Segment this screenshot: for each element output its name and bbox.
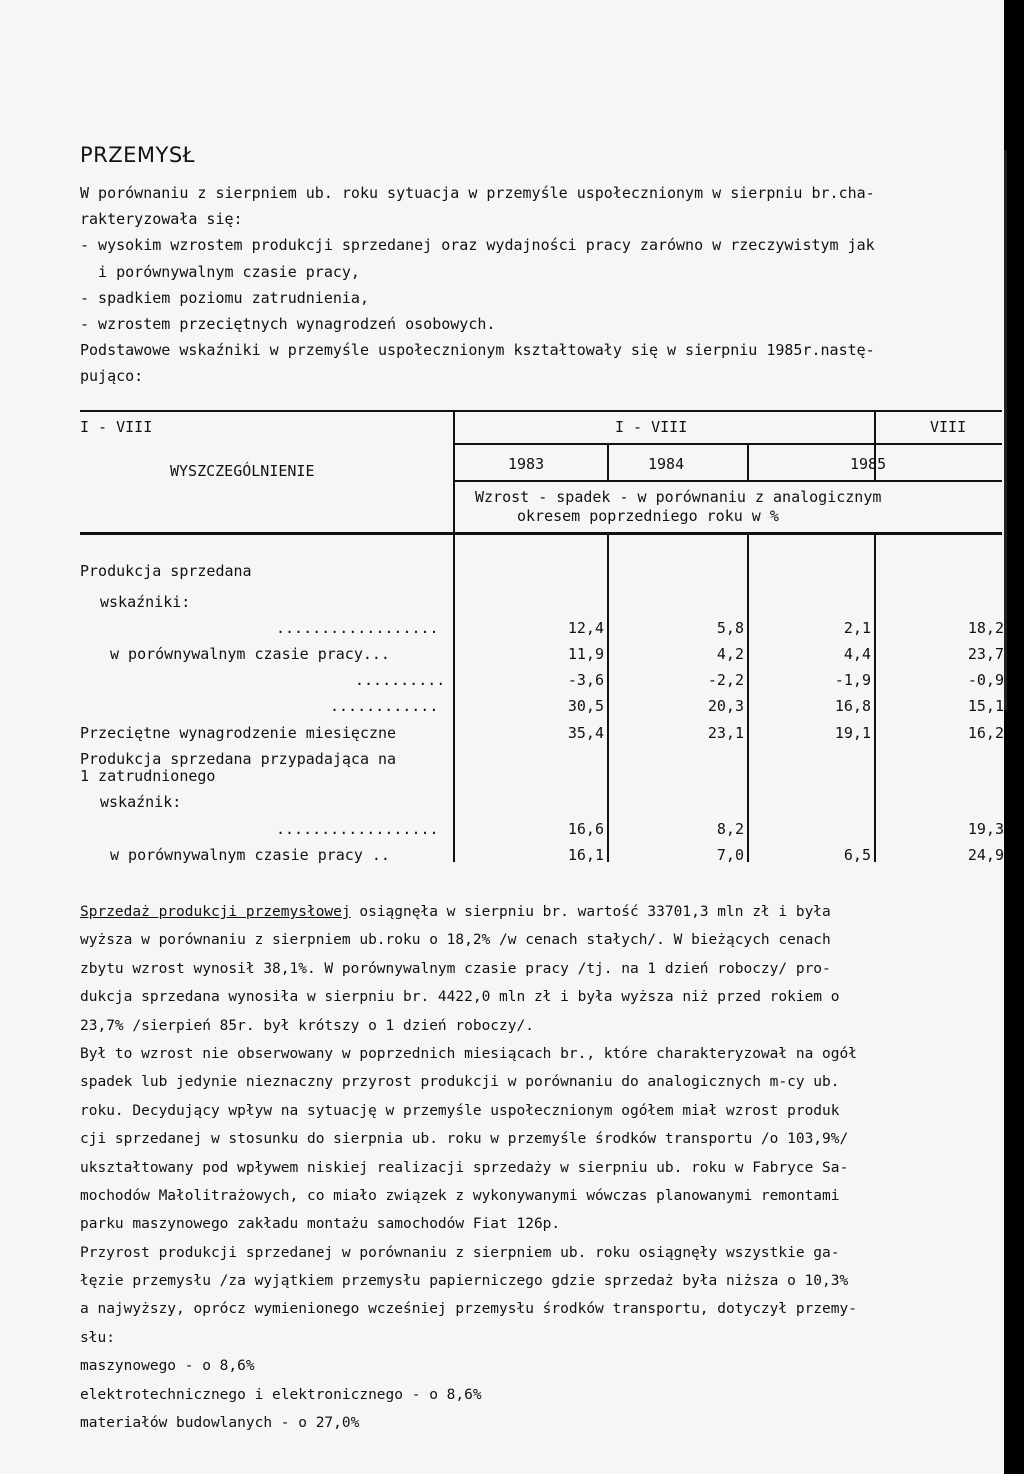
row-label: ............ bbox=[330, 697, 439, 715]
cell-value: 23,7 bbox=[967, 645, 1004, 663]
cell-value: 16,2 bbox=[967, 724, 1004, 742]
body-line bbox=[80, 898, 1002, 926]
year-1984: 1984 bbox=[648, 455, 685, 473]
body-line: wyższa w porównaniu z sierpniem ub.roku o 18,2% /w cenach stałych/. W bieżących cenach bbox=[80, 932, 831, 949]
body-line: cji sprzedanej w stosunku do sierpnia ub. roku w przemyśle środków transportu /o 103,9%/ bbox=[80, 1131, 849, 1148]
cell-value: 5,8 bbox=[716, 619, 744, 637]
body-line: 23,7% /sierpień 85r. był krótszy o 1 dzień roboczy/. bbox=[80, 1017, 534, 1034]
row-label: wskaźnik: bbox=[100, 793, 182, 811]
cell-value: 18,2 bbox=[967, 619, 1004, 637]
table-rule-col2 bbox=[747, 445, 749, 482]
row-label: wskaźniki: bbox=[100, 593, 191, 611]
cell-value: 8,2 bbox=[716, 820, 744, 838]
row-label: Produkcja sprzedana bbox=[80, 562, 252, 580]
row-label: .................. bbox=[276, 820, 439, 838]
body-line: parku maszynowego zakładu montażu samochodów Fiat 126p. bbox=[80, 1216, 561, 1233]
row-label: .......... bbox=[355, 671, 446, 689]
body-line: ukształtowany pod wpływem niskiej realizacji sprzedaży w sierpniu ub. roku w Fabryce Sa- bbox=[80, 1159, 849, 1176]
cell-value: 19,1 bbox=[834, 724, 871, 742]
intro-line: Podstawowe wskaźniki w przemyśle uspołecznionym kształtowały się w sierpniu 1985r.nastę- bbox=[80, 341, 875, 360]
row-label: w porównywalnym czasie pracy .. bbox=[110, 846, 390, 864]
table-rule-header-bottom bbox=[80, 532, 1002, 535]
cell-value: 4,2 bbox=[716, 645, 744, 663]
row-label: 1 zatrudnionego bbox=[80, 767, 216, 785]
intro-line: i porównywalnym czasie pracy, bbox=[80, 262, 360, 281]
cell-value: -2,2 bbox=[707, 671, 744, 689]
section-heading: PRZEMYSŁ bbox=[80, 143, 195, 167]
cell-value: 20,3 bbox=[707, 697, 744, 715]
table-rule-col3b bbox=[874, 535, 876, 862]
table-rule-col1 bbox=[607, 445, 609, 482]
year-1983: 1983 bbox=[508, 455, 545, 473]
indicators-table: WYSZCZEGÓLNIENIE I - VIII I - VIII VIII 1983 1984 1985 Wzrost - spadek - w porównaniu z analogicznym okresem poprzedniego roku w % Produkcja sprzedana wskaźniki: .................. 12,4 5,8 2,1 18,2 w porównywalnym czasie pracy... 11,9 4,2 4,4 23,7 .......... -3,6 -2,2 -1,9 -0,9 ............ 30,5 20,3 16,8 15,1 Przeciętne wynagrodzenie miesięczne 35,4 23,1 19,1 16,2 Produkcja sprzedana przypadająca na 1 zatrudnionego wskaźnik: .................. 16,6 8,2 19,3 w porównywalnym czasie pracy .. 16,1 7,0 6,5 24,9 bbox=[80, 410, 1004, 870]
underlined-phrase: Sprzedaż produkcji przemysłowej bbox=[80, 904, 351, 920]
intro-line: W porównaniu z sierpniem ub. roku sytuacja w przemyśle uspołecznionym w sierpniu br.cha- bbox=[80, 184, 875, 202]
scan-edge bbox=[1004, 150, 1007, 710]
header-note-line2: okresem poprzedniego roku w % bbox=[517, 507, 779, 525]
cell-value: 30,5 bbox=[567, 697, 604, 715]
cell-value: 24,9 bbox=[967, 846, 1004, 864]
body-line: elektrotechnicznego i elektronicznego - o 8,6% bbox=[80, 1386, 482, 1403]
cell-value: 2,1 bbox=[843, 619, 871, 637]
body-line: a najwyższy, oprócz wymienionego wcześniej przemysłu środków transportu, dotyczył przemy- bbox=[80, 1301, 857, 1318]
body-line: dukcja sprzedana wynosiła w sierpniu br. 4422,0 mln zł i była wyższa niż przed rokiem o bbox=[80, 989, 840, 1006]
body-line: spadek lub jedynie nieznaczny przyrost produkcji w porównaniu do analogicznych m-cy ub. bbox=[80, 1074, 840, 1091]
row-label: .................. bbox=[276, 619, 439, 637]
body-line: maszynowego - o 8,6% bbox=[80, 1358, 255, 1375]
body-line: materiałów budowlanych - o 27,0% bbox=[80, 1415, 360, 1432]
body-line: Był to wzrost nie obserwowany w poprzednich miesiącach br., które charakteryzował na ogół bbox=[80, 1045, 857, 1062]
row-label: Produkcja sprzedana przypadająca na bbox=[80, 750, 397, 768]
cell-value: 4,4 bbox=[843, 645, 871, 663]
row-label: w porównywalnym czasie pracy... bbox=[110, 645, 390, 663]
body-line: słu: bbox=[80, 1329, 115, 1346]
intro-line: rakteryzowała się: bbox=[80, 210, 243, 229]
cell-value: 15,1 bbox=[967, 697, 1004, 715]
intro-line: - wysokim wzrostem produkcji sprzedanej oraz wydajności pracy zarówno w rzeczywistym jak bbox=[80, 236, 875, 255]
cell-value: 12,4 bbox=[567, 619, 604, 637]
cell-value: -1,9 bbox=[834, 671, 871, 689]
intro-line: - wzrostem przeciętnych wynagrodzeń osobowych. bbox=[80, 314, 496, 333]
intro-paragraph bbox=[80, 180, 1000, 390]
cell-value: 23,1 bbox=[707, 724, 744, 742]
body-paragraphs bbox=[80, 898, 1002, 1437]
group-header-i-viii-text: I - VIII bbox=[615, 418, 688, 436]
intro-line: pująco: bbox=[80, 367, 144, 386]
body-line: roku. Decydujący wpływ na sytuację w przemyśle uspołecznionym ogółem miał wzrost produk bbox=[80, 1102, 840, 1119]
cell-value: 16,6 bbox=[567, 820, 604, 838]
cell-value: 11,9 bbox=[567, 645, 604, 663]
body-line: łęzie przemysłu /za wyjątkiem przemysłu papierniczego gdzie sprzedaż była niższa o 10,3% bbox=[80, 1273, 849, 1290]
year-1985: 1985 bbox=[850, 455, 887, 473]
body-line-rest: osiągnęła w sierpniu br. wartość 33701,3 mln zł i była bbox=[350, 904, 831, 920]
cell-value: -0,9 bbox=[967, 671, 1004, 689]
row-label: Przeciętne wynagrodzenie miesięczne bbox=[80, 724, 397, 742]
stub-header: WYSZCZEGÓLNIENIE bbox=[170, 462, 315, 480]
cell-value: 16,1 bbox=[567, 846, 604, 864]
group-header-viii: VIII bbox=[930, 418, 967, 436]
body-line: mochodów Małolitrażowych, co miało związek z wykonywanymi wówczas planowanymi remontami bbox=[80, 1187, 840, 1204]
header-note-line1: Wzrost - spadek - w porównaniu z analogicznym bbox=[475, 488, 882, 506]
cell-value: 35,4 bbox=[567, 724, 604, 742]
table-rule-years-bottom bbox=[455, 480, 1002, 482]
cell-value: 6,5 bbox=[843, 846, 871, 864]
cell-value: 19,3 bbox=[967, 820, 1004, 838]
cell-value: 16,8 bbox=[834, 697, 871, 715]
table-rule-top bbox=[80, 410, 1002, 412]
intro-line: - spadkiem poziomu zatrudnienia, bbox=[80, 288, 369, 307]
cell-value: 7,0 bbox=[716, 846, 744, 864]
table-rule-years-top bbox=[455, 443, 1002, 445]
body-line: zbytu wzrost wynosił 38,1%. W porównywalnym czasie pracy /tj. na 1 dzień roboczy/ pro- bbox=[80, 960, 831, 977]
body-line: Przyrost produkcji sprzedanej w porównaniu z sierpniem ub. roku osiągnęły wszystkie ga- bbox=[80, 1244, 840, 1261]
cell-value: -3,6 bbox=[567, 671, 604, 689]
table-rule-col0 bbox=[453, 412, 455, 862]
table-rule-col1b bbox=[607, 535, 609, 862]
table-rule-col2b bbox=[747, 535, 749, 862]
